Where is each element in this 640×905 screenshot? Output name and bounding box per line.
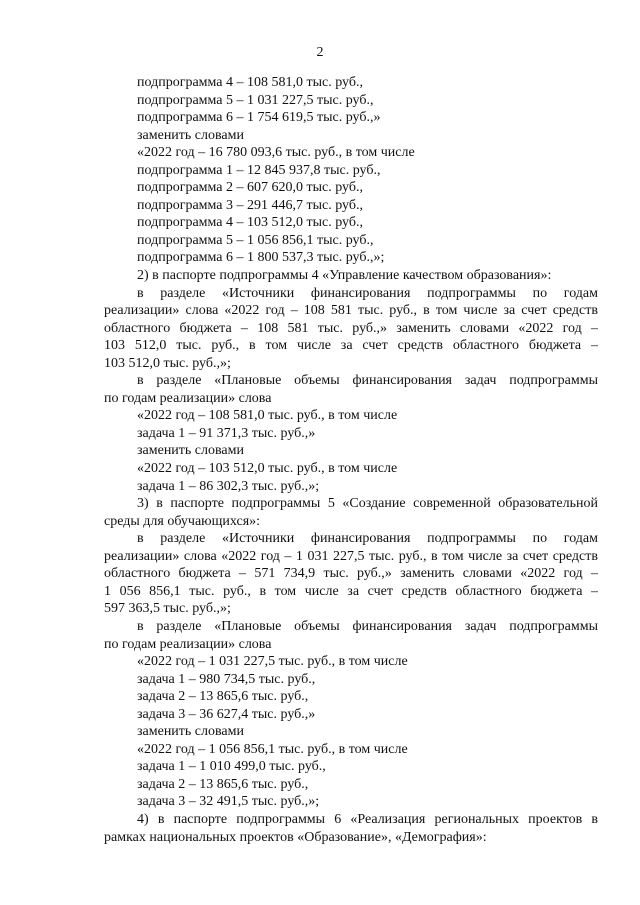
text-line: реализации» слова «2022 год – 1 031 227,5 тыс. руб., в том числе за счет средств bbox=[104, 548, 598, 564]
text-line: задача 1 – 91 371,3 тыс. руб.,» bbox=[137, 425, 316, 441]
text-line: заменить словами bbox=[137, 443, 244, 459]
text-line: подпрограмма 4 – 108 581,0 тыс. руб., bbox=[137, 75, 363, 90]
text-line: областного бюджета – 108 581 тыс. руб.,» заменить словами «2022 год – bbox=[104, 320, 598, 336]
text-line: заменить словами bbox=[137, 127, 244, 143]
text-line: 597 363,5 тыс. руб.,»; bbox=[104, 601, 231, 617]
text-line: 3) в паспорте подпрограммы 5 «Создание современной образовательной bbox=[137, 496, 598, 512]
text-line: в разделе «Источники финансирования подпрограммы по годам bbox=[137, 531, 598, 547]
text-line: подпрограмма 5 – 1 031 227,5 тыс. руб., bbox=[137, 92, 374, 108]
text-line: заменить словами bbox=[137, 724, 244, 740]
text-line: в разделе «Плановые объемы финансирования задач подпрограммы bbox=[137, 373, 598, 389]
text-line: 103 512,0 тыс. руб., в том числе за счет средств областного бюджета – bbox=[104, 338, 598, 354]
text-line: «2022 год – 108 581,0 тыс. руб., в том числе bbox=[137, 408, 398, 424]
text-line: задача 2 – 13 865,6 тыс. руб., bbox=[137, 689, 309, 705]
text-line: «2022 год – 1 031 227,5 тыс. руб., в том числе bbox=[137, 654, 408, 670]
page-number: 2 bbox=[316, 45, 324, 60]
text-line: подпрограмма 2 – 607 620,0 тыс. руб., bbox=[137, 180, 363, 196]
text-line: областного бюджета – 571 734,9 тыс. руб.,» заменить словами «2022 год – bbox=[104, 566, 598, 582]
text-line: «2022 год – 103 512,0 тыс. руб., в том числе bbox=[137, 461, 398, 477]
text-line: задача 3 – 32 491,5 тыс. руб.,»; bbox=[137, 794, 320, 810]
text-line: задача 1 – 980 734,5 тыс. руб., bbox=[137, 671, 316, 687]
text-line: подпрограмма 1 – 12 845 937,8 тыс. руб., bbox=[137, 162, 381, 178]
text-line: реализации» слова «2022 год – 108 581 тыс. руб., в том числе за счет средств bbox=[104, 303, 598, 319]
text-line: подпрограмма 5 – 1 056 856,1 тыс. руб., bbox=[137, 232, 374, 248]
text-line: подпрограмма 6 – 1 754 619,5 тыс. руб.,» bbox=[137, 110, 381, 126]
text-line: по годам реализации» слова bbox=[104, 390, 272, 406]
text-line: 103 512,0 тыс. руб.,»; bbox=[104, 355, 231, 371]
text-line: по годам реализации» слова bbox=[104, 636, 272, 652]
text-line: задача 1 – 86 302,3 тыс. руб.,»; bbox=[137, 478, 320, 494]
document-body bbox=[104, 74, 598, 846]
text-line: задача 2 – 13 865,6 тыс. руб., bbox=[137, 776, 309, 792]
text-line: среды для обучающихся»: bbox=[104, 513, 261, 529]
text-line: рамках национальных проектов «Образование», «Демография»: bbox=[104, 829, 487, 845]
text-line: 1 056 856,1 тыс. руб., в том числе за счет средств областного бюджета – bbox=[104, 583, 598, 599]
text-line: подпрограмма 4 – 103 512,0 тыс. руб., bbox=[137, 215, 363, 231]
text-line: задача 1 – 1 010 499,0 тыс. руб., bbox=[137, 759, 326, 775]
text-line: 2) в паспорте подпрограммы 4 «Управление качеством образования»: bbox=[137, 268, 552, 284]
text-line: в разделе «Плановые объемы финансирования задач подпрограммы bbox=[137, 618, 598, 634]
text-line: подпрограмма 6 – 1 800 537,3 тыс. руб.,»; bbox=[137, 250, 385, 266]
text-line: задача 3 – 36 627,4 тыс. руб.,» bbox=[137, 706, 316, 722]
text-line: в разделе «Источники финансирования подпрограммы по годам bbox=[137, 285, 598, 301]
text-line: подпрограмма 3 – 291 446,7 тыс. руб., bbox=[137, 197, 363, 213]
text-line: «2022 год – 16 780 093,6 тыс. руб., в том числе bbox=[137, 145, 415, 161]
text-line: «2022 год – 1 056 856,1 тыс. руб., в том числе bbox=[137, 741, 408, 757]
text-line: 4) в паспорте подпрограммы 6 «Реализация региональных проектов в bbox=[137, 811, 598, 827]
